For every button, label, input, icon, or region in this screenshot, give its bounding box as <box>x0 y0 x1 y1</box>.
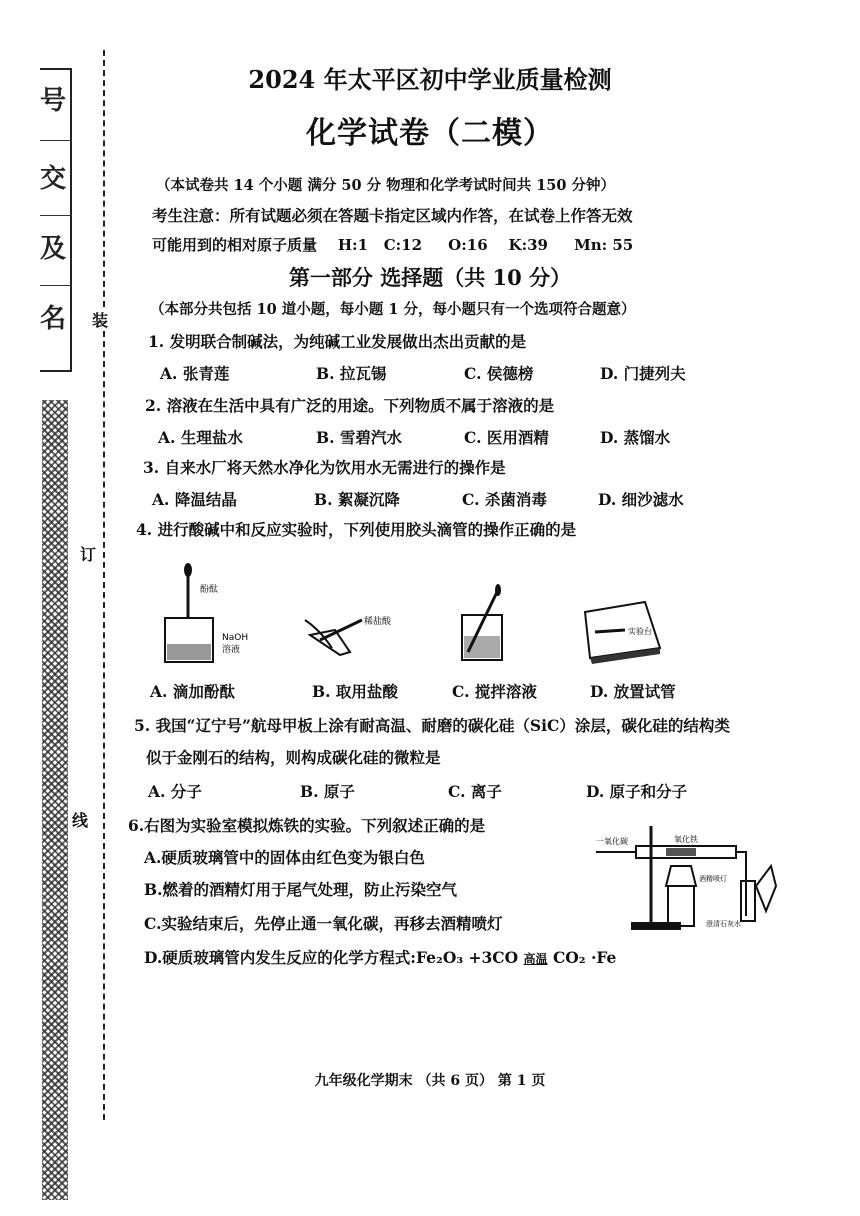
q1-option-a: A. 张青莲 <box>160 364 230 383</box>
q3-option-c: C. 杀菌消毒 <box>462 490 547 509</box>
side-char-class: 及 <box>40 234 67 264</box>
q1-option-d: D. 门捷列夫 <box>600 364 686 383</box>
q1-option-c: C. 侯德榜 <box>464 364 534 383</box>
exam-subtitle: 化学试卷（二模） <box>306 116 554 151</box>
question-2-stem: 2. 溶液在生活中具有广泛的用途。下列物质不属于溶液的是 <box>145 396 555 415</box>
question-4-stem: 4. 进行酸碱中和反应实验时，下列使用胶头滴管的操作正确的是 <box>136 520 577 539</box>
atomic-mass-line: 可能用到的相对原子质量 H:1 C:12 O:16 K:39 Mn: 55 <box>152 236 634 254</box>
q6-option-a: A.硬质玻璃管中的固体由红色变为银白色 <box>144 848 425 867</box>
q5-option-c: C. 离子 <box>448 782 502 801</box>
q4-option-d: D. 放置试管 <box>590 682 676 701</box>
label-naoh: NaOH <box>222 633 249 643</box>
q6-option-b: B.燃着的酒精灯用于尾气处理，防止污染空气 <box>144 880 457 899</box>
q4-option-a: A. 滴加酚酞 <box>150 682 235 701</box>
q2-option-d: D. 蒸馏水 <box>600 428 671 447</box>
question-5-stem: 5. 我国“辽宁号”航母甲板上涂有耐高温、耐磨的碳化硅（SiC）涂层，碳化硅的结构类 <box>134 716 730 735</box>
q5-option-a: A. 分子 <box>148 782 202 801</box>
label-iron-oxide: 氧化铁 <box>674 835 698 844</box>
question-6-stem: 6.右图为实验室模拟炼铁的实验。下列叙述正确的是 <box>128 816 486 835</box>
exam-notice: 考生注意：所有试题必须在答题卡指定区域内作答，在试卷上作答无效 <box>152 206 633 225</box>
q4-option-b: B. 取用盐酸 <box>312 682 398 701</box>
question-1-stem: 1. 发明联合制碱法，为纯碱工业发展做出杰出贡献的是 <box>148 332 527 351</box>
binding-dashed-line <box>103 50 105 1120</box>
q5-option-b: B. 原子 <box>300 782 355 801</box>
side-char-school: 交 <box>40 164 67 194</box>
q4-figure <box>150 560 670 670</box>
q6-option-d-prefix: D.硬质玻璃管内发生反应的化学方程式: <box>144 948 417 967</box>
q3-option-a: A. 降温结晶 <box>152 490 237 509</box>
q6-option-d <box>144 946 616 968</box>
figure-c-stirring <box>462 584 502 660</box>
side-char-name: 名 <box>40 304 67 334</box>
exam-title: 2024 年太平区初中学业质量检测 <box>248 65 612 94</box>
label-limewater: 澄清石灰水 <box>706 920 741 928</box>
label-co: 一氧化碳 <box>596 837 628 846</box>
q6-option-c: C.实验结束后，先停止通一氧化碳，再移去酒精喷灯 <box>144 914 503 933</box>
section-title: 第一部分 选择题（共 10 分） <box>288 265 572 290</box>
figure-a-dropper-over-beaker <box>165 563 248 662</box>
equation-left: Fe₂O₃ +3CO <box>416 948 519 967</box>
section-note: （本部分共包括 10 道小题，每小题 1 分，每小题只有一个选项符合题意） <box>150 301 636 318</box>
side-divider <box>40 215 72 216</box>
q4-option-c: C. 搅拌溶液 <box>452 682 537 701</box>
q2-option-b: B. 雪碧汽水 <box>316 428 402 447</box>
question-3-stem: 3. 自来水厂将天然水净化为饮用水无需进行的操作是 <box>143 458 506 477</box>
exam-info: （本试卷共 14 个小题 满分 50 分 物理和化学考试时间共 150 分钟） <box>156 177 616 194</box>
binding-word-ding: 订 <box>80 542 96 565</box>
q6-iron-smelting-apparatus <box>596 826 786 936</box>
label-dilute-hcl: 稀盐酸 <box>364 617 392 627</box>
side-char-number: 号 <box>40 86 67 116</box>
q5-option-d: D. 原子和分子 <box>586 782 688 801</box>
binding-word-zhuang: 装 <box>92 308 108 331</box>
figure-d-tray <box>585 602 660 664</box>
label-solution: 溶液 <box>222 645 241 655</box>
figure-b-dropper-tilted <box>305 615 392 655</box>
equation-condition: 高温 <box>523 952 548 966</box>
q3-option-d: D. 细沙滤水 <box>598 490 684 509</box>
page-footer: 九年级化学期末 （共 6 页） 第 1 页 <box>314 1073 546 1089</box>
equation-right: CO₂ ·Fe <box>552 948 617 967</box>
q2-option-c: C. 医用酒精 <box>464 428 549 447</box>
q3-option-b: B. 絮凝沉降 <box>314 490 400 509</box>
label-alcohol-blowtorch: 酒精喷灯 <box>699 875 727 883</box>
label-phenolphthalein: 酚酞 <box>200 585 219 595</box>
binding-word-xian: 线 <box>72 808 88 831</box>
question-5-stem-continued: 似于金刚石的结构，则构成碳化硅的微粒是 <box>146 748 441 767</box>
q2-option-a: A. 生理盐水 <box>158 428 243 447</box>
label-lab-bench: 实验台 <box>628 627 652 636</box>
q1-option-b: B. 拉瓦锡 <box>316 364 387 383</box>
